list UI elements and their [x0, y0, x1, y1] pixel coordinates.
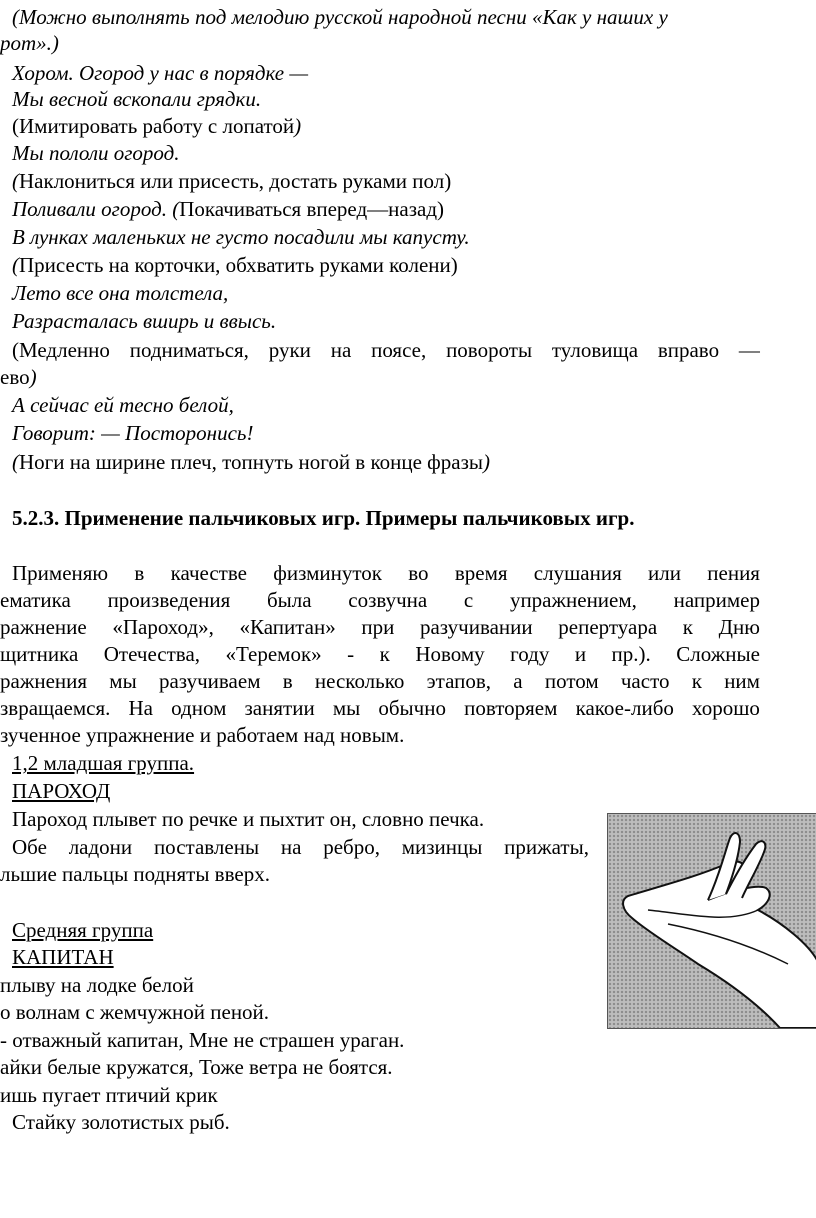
paragraph-line: ражнение «Пароход», «Капитан» при разучивании репертуара к Дню [0, 615, 760, 639]
paragraph-line: звращаемся. На одном занятии мы обычно повторяем какое-либо хорошо [0, 696, 760, 720]
group1-label: 1,2 младшая группа. [12, 751, 195, 775]
song-line: (Имитировать работу с лопатой) [12, 114, 302, 138]
group2-label: Средняя группа [12, 918, 154, 942]
group2-verse-line: о волнам с жемчужной пеной. [0, 1000, 270, 1024]
song-line: Говорит: — Посторонись! [12, 421, 254, 445]
song-slow-line-cont: ево) [0, 365, 37, 389]
song-line: А сейчас ей тесно белой, [12, 393, 234, 417]
song-line: Разрасталась вширь и ввысь. [12, 309, 277, 333]
paragraph-line: Применяю в качестве физминуток во время слушания или пения [12, 561, 760, 585]
group1-desc: Обе ладони поставлены на ребро, мизинцы прижаты, [12, 835, 589, 859]
song-line: Мы пололи огород. [12, 141, 180, 165]
paragraph-line: зученное упражнение и работаем над новым. [0, 723, 405, 747]
group1-game-title: ПАРОХОД [12, 779, 111, 803]
song-slow-line: (Медленно подниматься, руки на поясе, повороты туловища вправо — [12, 338, 760, 362]
paragraph-line: ражнения мы разучиваем в несколько этапов, а потом часто к ним [0, 669, 760, 693]
song-line: Поливали огород. (Покачиваться вперед—назад) [12, 197, 445, 221]
group2-verse-line: плыву на лодке белой [0, 973, 194, 997]
group2-verse-line: айки белые кружатся, Тоже ветра не боятся. [0, 1055, 393, 1079]
song-line: Мы весной вскопали грядки. [12, 87, 262, 111]
song-last-line: (Ноги на ширине плеч, топнуть ногой в конце фразы) [12, 450, 490, 474]
song-line: Хором. Огород у нас в порядке — [12, 61, 309, 85]
group1-desc-cont: льшие пальцы подняты вверх. [0, 862, 270, 886]
hands-illustration-icon [607, 813, 816, 1029]
group1-verse: Пароход плывет по речке и пыхтит он, словно печка. [12, 807, 485, 831]
song-line: В лунках маленьких не густо посадили мы капусту. [12, 225, 470, 249]
group2-verse-line: Стайку золотистых рыб. [12, 1110, 230, 1134]
song-line: (Наклониться или присесть, достать руками пол) [12, 169, 452, 193]
group2-game-title: КАПИТАН [12, 945, 114, 969]
song-line: Лето все она толстела, [12, 281, 229, 305]
group2-verse-line: - отважный капитан, Мне не страшен ураган. [0, 1028, 405, 1052]
paragraph-line: ематика произведения была созвучна с упражнением, например [0, 588, 760, 612]
paragraph-line: щитника Отечества, «Теремок» - к Новому году и пр.). Сложные [0, 642, 760, 666]
group2-verse-line: ишь пугает птичий крик [0, 1083, 218, 1107]
song-line: (Присесть на корточки, обхватить руками колени) [12, 253, 458, 277]
song-intro-cont: рот».) [0, 31, 59, 55]
song-intro: (Можно выполнять под мелодию русской народной песни «Как у наших у [12, 5, 668, 29]
section-heading: 5.2.3. Применение пальчиковых игр. Примеры пальчиковых игр. [12, 506, 635, 530]
